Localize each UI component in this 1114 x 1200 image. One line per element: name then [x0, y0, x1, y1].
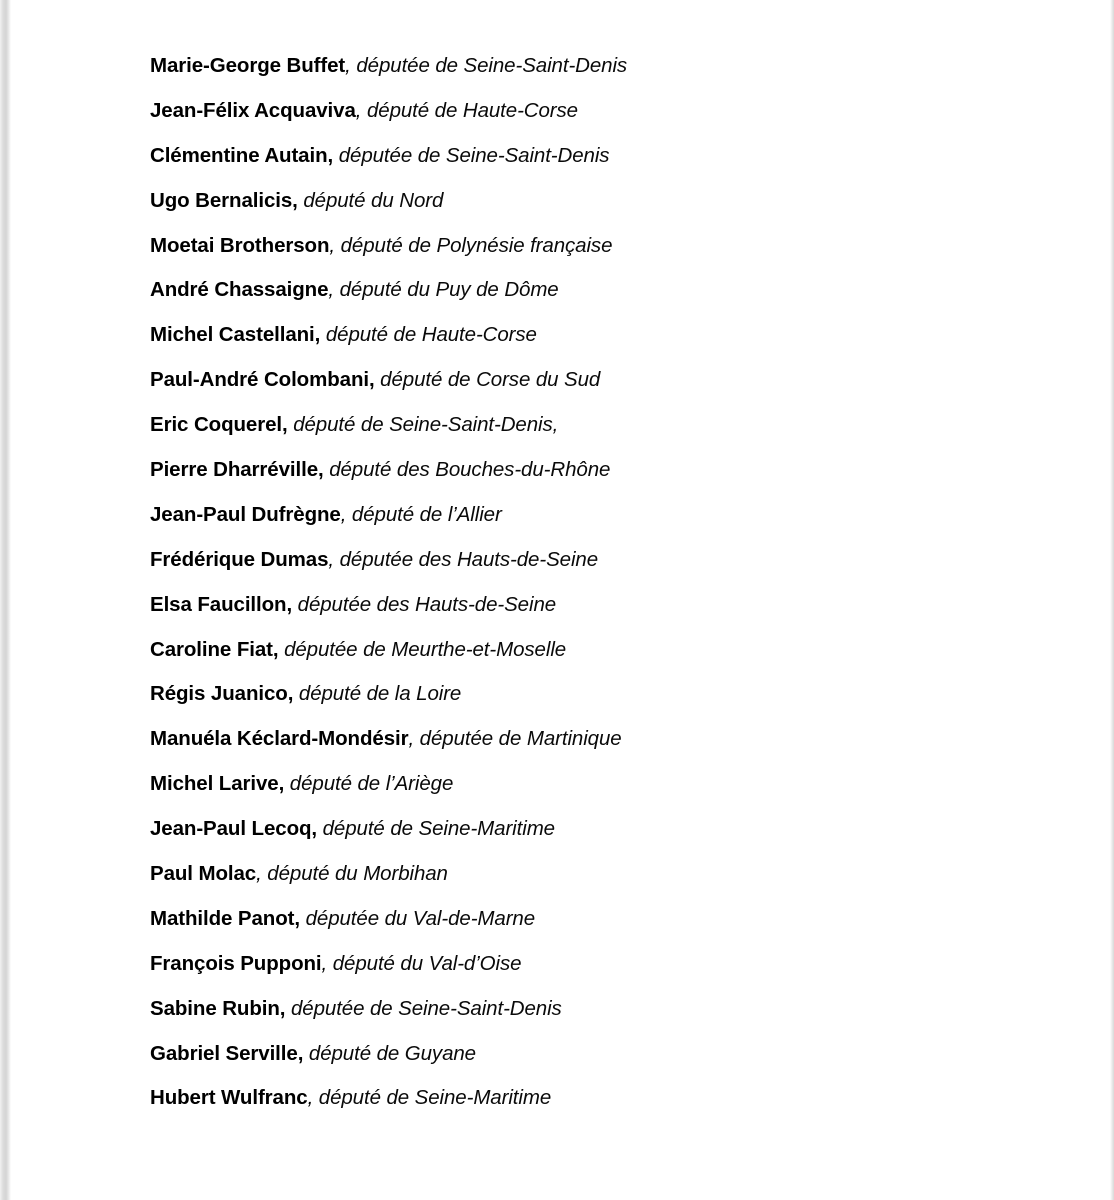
signatory-entry	[150, 224, 1074, 269]
signatory-entry	[150, 179, 1074, 224]
signatory-name: Michel Castellani	[150, 323, 315, 347]
signatory-name: André Chassaigne	[150, 278, 329, 302]
signatory-separator: ,	[307, 1086, 314, 1110]
signatory-entry	[150, 403, 1074, 448]
signatory-name: Paul Molac	[150, 862, 257, 886]
signatory-entry	[150, 583, 1074, 628]
signatory-role: députée des Hauts-de-Seine	[292, 592, 557, 616]
signatory-role: député de Haute-Corse	[361, 98, 578, 122]
signatory-role: député des Bouches-du-Rhône	[323, 458, 611, 482]
signatory-name: Sabine Rubin	[150, 996, 280, 1020]
signatory-name: Elsa Faucillon	[150, 592, 287, 616]
signatory-separator: ,	[292, 188, 298, 212]
signatory-entry	[150, 852, 1074, 897]
signatory-separator: ,	[256, 862, 262, 886]
signatory-separator: ,	[327, 143, 334, 167]
signatory-entry	[150, 1076, 1074, 1121]
signatory-name: Marie-George Buffet	[150, 54, 346, 77]
signatory-entry	[150, 89, 1074, 134]
signatory-role: député du Puy de Dôme	[334, 278, 559, 302]
signatory-name: Hubert Wulfranc	[150, 1086, 308, 1110]
signatory-entry	[150, 358, 1074, 403]
signatory-entry	[150, 313, 1074, 358]
signatory-separator: ,	[287, 682, 294, 706]
signatory-separator: ,	[328, 547, 335, 571]
signatory-separator: ,	[408, 727, 415, 751]
signatory-name: Frédérique Dumas	[150, 547, 329, 571]
signatory-separator: ,	[340, 502, 347, 526]
signatory-role: députée de Seine-Saint-Denis	[285, 996, 562, 1020]
signatory-name: Régis Juanico	[150, 682, 288, 706]
signatory-name: Caroline Fiat	[150, 637, 273, 661]
signatory-separator: ,	[318, 458, 324, 482]
signatory-name: Manuéla Kéclard-Mondésir	[150, 727, 409, 751]
page-edge-shadow-left	[0, 0, 11, 1200]
signatory-role: député du Val-d’Oise	[327, 951, 522, 975]
signatory-entry	[150, 897, 1074, 942]
signatory-separator: ,	[311, 817, 318, 841]
signatory-role: député du Morbihan	[261, 862, 448, 886]
signatory-name: Eric Coquerel	[150, 413, 282, 437]
signatory-role: députée de Seine-Saint-Denis	[350, 54, 628, 77]
signatory-entry	[150, 134, 1074, 179]
signatory-role: députée du Val-de-Marne	[300, 906, 536, 930]
signatory-separator: ,	[278, 772, 285, 796]
signatory-entry	[150, 628, 1074, 673]
signatory-separator: ,	[345, 54, 351, 77]
signatory-entry	[150, 1032, 1074, 1077]
signatory-role: députée de Seine-Saint-Denis	[333, 143, 610, 167]
signatory-separator: ,	[297, 1041, 304, 1065]
signatory-separator: ,	[314, 323, 321, 347]
signatory-role: député de Seine-Maritime	[317, 817, 555, 841]
signatory-separator: ,	[279, 996, 286, 1020]
signatory-separator: ,	[329, 233, 336, 257]
signatory-role: député de Corse du Sud	[374, 368, 601, 392]
signatory-name: Jean-Félix Acquaviva	[150, 98, 356, 122]
signatory-role: député du Nord	[297, 188, 444, 212]
signatory-entry	[150, 268, 1074, 313]
signatory-entry	[150, 538, 1074, 583]
signatory-entry	[150, 672, 1074, 717]
signatory-name: Clémentine Autain	[150, 143, 328, 167]
signatory-separator: ,	[294, 906, 300, 930]
signatory-separator: ,	[355, 98, 362, 122]
signatory-entry	[150, 44, 1074, 89]
signatory-role: députée de Meurthe-et-Moselle	[278, 637, 567, 661]
signatory-role: députée des Hauts-de-Seine	[334, 547, 598, 571]
signatory-name: Ugo Bernalicis	[150, 188, 293, 212]
signatory-separator: ,	[321, 951, 328, 975]
signatory-name: Jean-Paul Lecoq	[150, 817, 312, 841]
signatory-role: député de Seine-Saint-Denis,	[287, 413, 559, 437]
signatory-entry	[150, 717, 1074, 762]
signatory-entry	[150, 493, 1074, 538]
signatory-role: député de Seine-Maritime	[313, 1086, 552, 1110]
signatory-name: Moetai Brotherson	[150, 233, 330, 257]
signatory-entry	[150, 762, 1074, 807]
page-edge-shadow-right	[1110, 0, 1114, 1200]
signatory-entry	[150, 807, 1074, 852]
signatory-entry	[150, 448, 1074, 493]
signatory-role: député de l’Allier	[346, 502, 502, 526]
signatory-list	[150, 44, 1074, 1121]
signatory-name: Jean-Paul Dufrègne	[150, 502, 341, 526]
signatory-name: François Pupponi	[150, 951, 322, 975]
signatory-name: Gabriel Serville	[150, 1041, 298, 1065]
signatory-role: député de l’Ariège	[284, 772, 454, 796]
signatory-role: député de Guyane	[303, 1041, 476, 1065]
signatory-separator: ,	[282, 413, 288, 437]
signatory-separator: ,	[368, 368, 375, 392]
signatory-name: Paul-André Colombani	[150, 368, 369, 392]
signatory-role: députée de Martinique	[414, 727, 622, 751]
signatory-name: Michel Larive	[150, 772, 279, 796]
signatory-role: député de Polynésie française	[335, 233, 613, 257]
signatory-entry	[150, 942, 1074, 987]
signatory-role: député de Haute-Corse	[320, 323, 537, 347]
signatory-name: Pierre Dharréville	[150, 458, 318, 482]
signatory-name: Mathilde Panot	[150, 906, 295, 930]
signatory-role: député de la Loire	[293, 682, 462, 706]
signatory-separator: ,	[286, 592, 293, 616]
signatory-entry	[150, 987, 1074, 1032]
signatory-separator: ,	[272, 637, 279, 661]
signatory-separator: ,	[328, 278, 335, 302]
